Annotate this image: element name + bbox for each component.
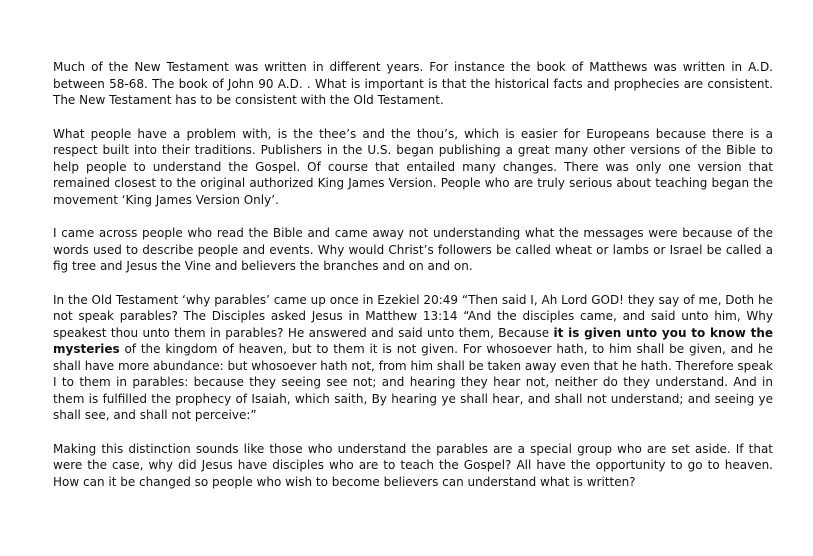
paragraph-thees-and-thous: What people have a problem with, is the thee’s and the thou’s, which is easier for Europeans because there is a respect built into their traditions. Publishers in the U.S. began publishing a great many other versions of the Bible to help people to understand the Gospel. Of course that entailed many changes. There was only one version that remained closest to the original authorized King James Version. People who are truly serious about teaching began the movement ‘King James Version Only’.: [53, 126, 773, 207]
parables-text-before: In the Old Testament ‘why parables’ came up once in Ezekiel 20:49 “Then said I, Ah Lord GOD! they say of me, Doth he not speak parables? The Disciples asked Jesus in Matthew 13:14 “And the disciples came, and said unto him, Why speakest thou unto them in parables? He answered and said unto them, Because: [53, 292, 773, 340]
paragraph-new-testament-dates: Much of the New Testament was written in different years. For instance the book of Matthews was written in A.D. between 58-68. The book of John 90 A.D. . What is important is that the historical facts and prophecies are consistent. The New Testament has to be consistent with the Old Testament.: [53, 60, 773, 107]
paragraph-distinction: Making this distinction sounds like those who understand the parables are a special group who are set aside. If that were the case, why did Jesus have disciples who are to teach the Gospel? All have the opportunity to go to heaven. How can it be changed so people who wish to become believers can understand what is written?: [53, 441, 773, 489]
paragraph-why-parables: [53, 292, 773, 424]
parables-text-after: of the kingdom of heaven, but to them it is not given. For whosoever hath, to him shall be given, and he shall have more abundance: but whosoever hath not, from him shall be taken away even that he hath. Therefore speak I to them in parables: because they seeing see not; and hearing they hear not, neither do they understand. And in them is fulfilled the prophecy of Isaiah, which saith, By hearing ye shall hear, and shall not understand; and seeing ye shall see, and shall not perceive:”: [53, 342, 773, 422]
document-body: [53, 59, 773, 507]
parables-bold-phrase: it is given unto you to know the mysteries: [53, 325, 774, 356]
paragraph-not-understanding: I came across people who read the Bible and came away not understanding what the messages were because of the words used to describe people and events. Why would Christ’s followers be called wheat or lambs or Israel be called a fig tree and Jesus the Vine and believers the branches and on and on.: [53, 226, 773, 273]
